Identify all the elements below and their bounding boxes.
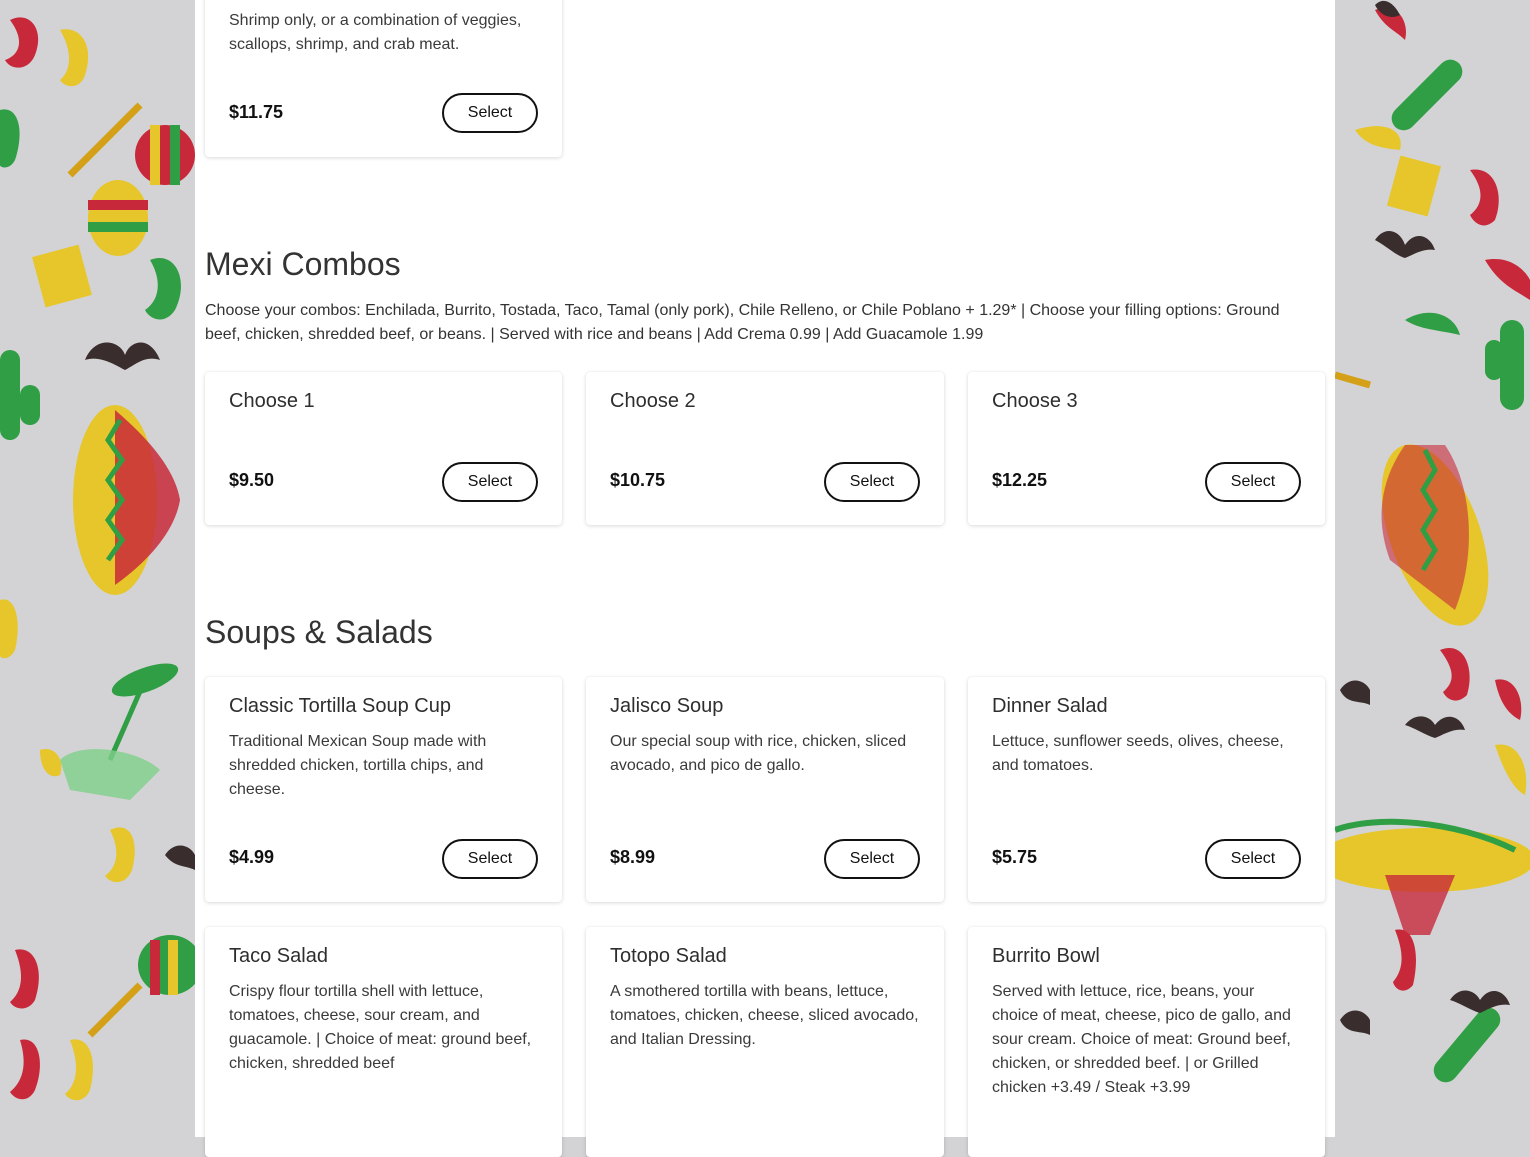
select-button[interactable]: Select (442, 93, 538, 133)
item-name: Taco Salad (229, 945, 328, 967)
item-price: $11.75 (229, 102, 284, 122)
menu-item-card (205, 372, 562, 525)
item-price: $4.99 (229, 847, 275, 867)
item-name: Classic Tortilla Soup Cup (229, 695, 451, 717)
item-description: Traditional Mexican Soup made with shredded chicken, tortilla chips, and cheese. (229, 733, 487, 798)
mustache-icon (85, 343, 160, 371)
item-description: A smothered tortilla with beans, lettuce, tomatoes, chicken, cheese, sliced avocado, and Italian Dressing. (610, 983, 919, 1048)
margarita-glass-icon (40, 657, 182, 800)
cactus-icon (0, 350, 40, 440)
item-description: Served with lettuce, rice, beans, your choice of meat, cheese, pico de gallo, and sour cream. Choice of meat: Ground beef, chicken, or shredded beef. | or Grilled chicken +3.49 / Steak +3.99 (992, 983, 1291, 1096)
item-description: Shrimp only, or a combination of veggies, scallops, shrimp, and crab meat. (229, 12, 522, 53)
item-price: $9.50 (229, 470, 275, 490)
menu-item-card (968, 677, 1325, 902)
background-pattern-left (0, 0, 195, 1137)
menu-content (195, 0, 1335, 1137)
item-description: Crispy flour tortilla shell with lettuce, tomatoes, cheese, sour cream, and guacamole. | Choice of meat: ground beef, chicken, shredded beef (229, 983, 532, 1072)
item-name: Totopo Salad (610, 945, 727, 967)
select-button[interactable]: Select (1205, 839, 1301, 879)
item-description: Lettuce, sunflower seeds, olives, cheese, and tomatoes. (992, 733, 1284, 774)
select-button[interactable]: Select (824, 839, 920, 879)
item-name: Dinner Salad (992, 695, 1108, 717)
item-price: $12.25 (992, 470, 1048, 490)
menu-item-card (586, 927, 944, 1157)
section-title-mexi-combos: Mexi Combos (205, 246, 401, 282)
cheese-icon (1387, 155, 1441, 216)
menu-item-card (205, 0, 562, 157)
menu-item-card (968, 927, 1325, 1157)
section-description: Choose your combos: Enchilada, Burrito, Tostada, Taco, Tamal (only pork), Chile Relleno, or Chile Poblano + 1.29* | Choose your filling options: Ground beef, chicken, shredded beef, or beans. | Served with rice and beans | Add Crema 0.99 | Add Guacamole 1.99 (205, 302, 1280, 343)
menu-item-card (586, 677, 944, 902)
select-button[interactable]: Select (442, 462, 538, 502)
item-price: $8.99 (610, 847, 656, 867)
item-price: $5.75 (992, 847, 1038, 867)
select-button[interactable]: Select (824, 462, 920, 502)
menu-item-card (205, 927, 562, 1157)
select-button[interactable]: Select (1205, 462, 1301, 502)
sombrero-icon (73, 405, 180, 595)
section-title-soups-salads: Soups & Salads (205, 614, 433, 650)
item-name: Jalisco Soup (610, 695, 724, 717)
item-description: Our special soup with rice, chicken, sliced avocado, and pico de gallo. (610, 733, 907, 774)
item-name: Choose 1 (229, 390, 315, 412)
select-button[interactable]: Select (442, 839, 538, 879)
menu-item-card (205, 677, 562, 902)
item-name: Choose 3 (992, 390, 1078, 412)
cheese-icon (32, 245, 92, 308)
item-name: Choose 2 (610, 390, 696, 412)
background-pattern-right (1335, 0, 1530, 1137)
menu-item-card (586, 372, 944, 525)
item-price: $10.75 (610, 470, 666, 490)
menu-item-card (968, 372, 1325, 525)
item-name: Burrito Bowl (992, 945, 1100, 967)
